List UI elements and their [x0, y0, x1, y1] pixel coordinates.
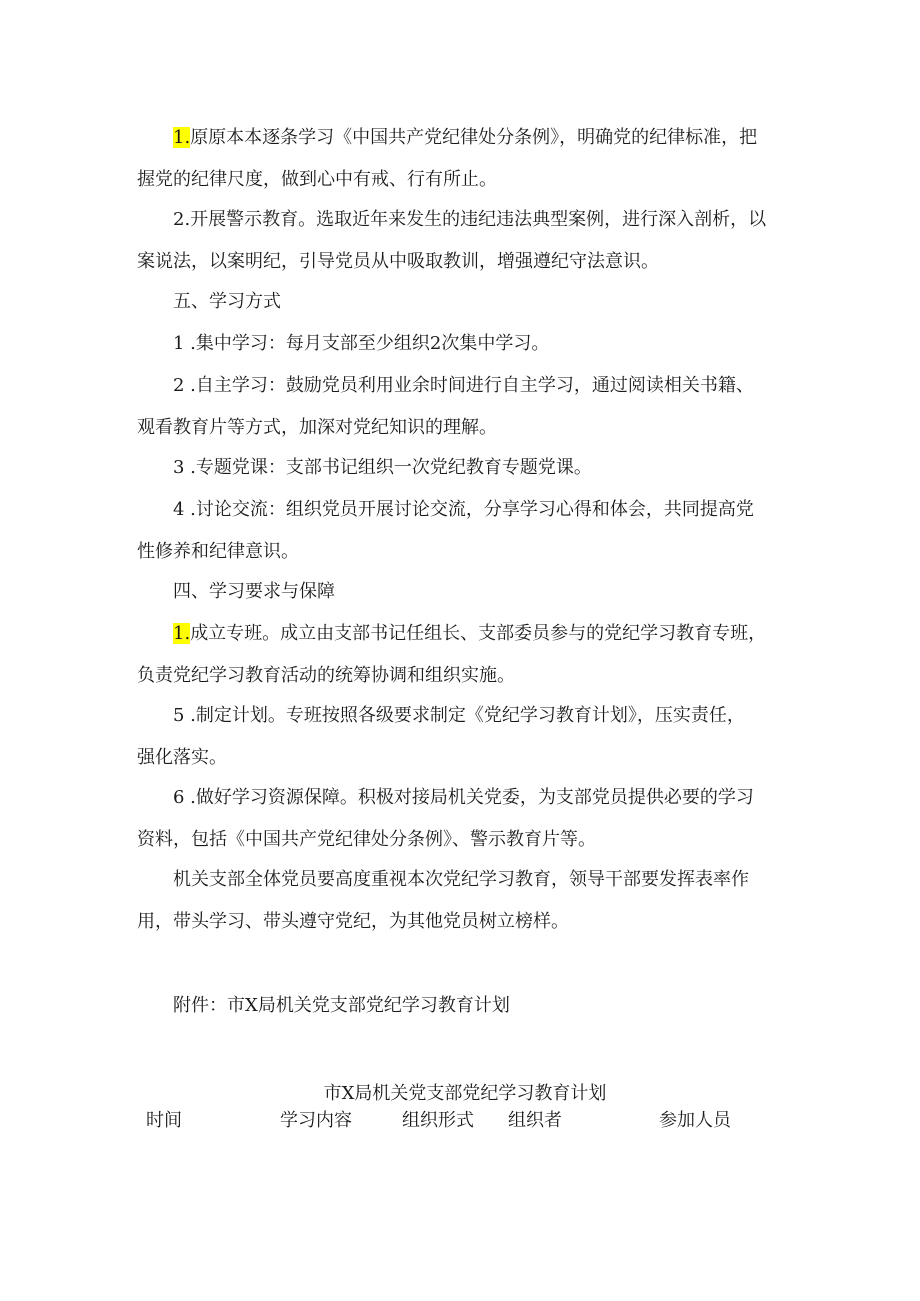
requirement-item-6: 6 .做好学习资源保障。积极对接局机关党委，为支部党员提供必要的学习 资料，包括《中国共产党纪律处分条例》、警示教育片等。	[137, 787, 754, 850]
requirement-item-1: 1.成立专班。成立由支部书记任组长、支部委员参与的党纪学习教育专班， 负责党纪学习教育活动的统筹协调和组织实施。	[137, 623, 767, 686]
section-heading-study-methods: 五、学习方式	[173, 291, 281, 312]
method-item-4: 4 .讨论交流：组织党员开展讨论交流，分享学习心得和体会，共同提高党 性修养和纪律意识。	[137, 499, 754, 562]
highlighted-number: 1.	[173, 127, 191, 148]
requirement-item-5: 5 .制定计划。专班按照各级要求制定《党纪学习教育计划》，压实责任， 强化落实。	[137, 705, 745, 768]
closing-paragraph: 机关支部全体党员要高度重视本次党纪学习教育，领导干部要发挥表率作 用，带头学习、带头遵守党纪，为其他党员树立榜样。	[137, 869, 749, 932]
method-item-3: 3 .专题党课：支部书记组织一次党纪教育专题党课。	[173, 457, 592, 478]
paragraph-study-regulations: 1.原原本本逐条学习《中国共产党纪律处分条例》，明确党的纪律标准，把 握党的纪律尺度，做到心中有戒、行有所止。	[137, 127, 758, 190]
column-header-format: 组织形式	[402, 1110, 474, 1131]
column-header-participants: 参加人员	[659, 1110, 731, 1131]
method-item-2: 2 .自主学习：鼓励党员利用业余时间进行自主学习，通过阅读相关书籍、 观看教育片等方式，加深对党纪知识的理解。	[137, 375, 754, 438]
column-header-organizer: 组织者	[508, 1110, 562, 1131]
column-header-time: 时间	[146, 1110, 182, 1131]
attachment-note: 附件：市X局机关党支部党纪学习教育计划	[173, 995, 510, 1016]
paragraph-warning-education: 2.开展警示教育。选取近年来发生的违纪违法典型案例，进行深入剖析，以 案说法，以案明纪，引导党员从中吸取教训，增强遵纪守法意识。	[137, 209, 767, 272]
column-header-content: 学习内容	[280, 1110, 352, 1131]
plan-title: 市X局机关党支部党纪学习教育计划	[323, 1083, 607, 1104]
section-heading-requirements: 四、学习要求与保障	[173, 581, 335, 602]
method-item-1: 1 .集中学习：每月支部至少组织2次集中学习。	[173, 333, 550, 354]
highlighted-number: 1.	[173, 623, 191, 644]
plan-table-header	[0, 1100, 920, 1142]
